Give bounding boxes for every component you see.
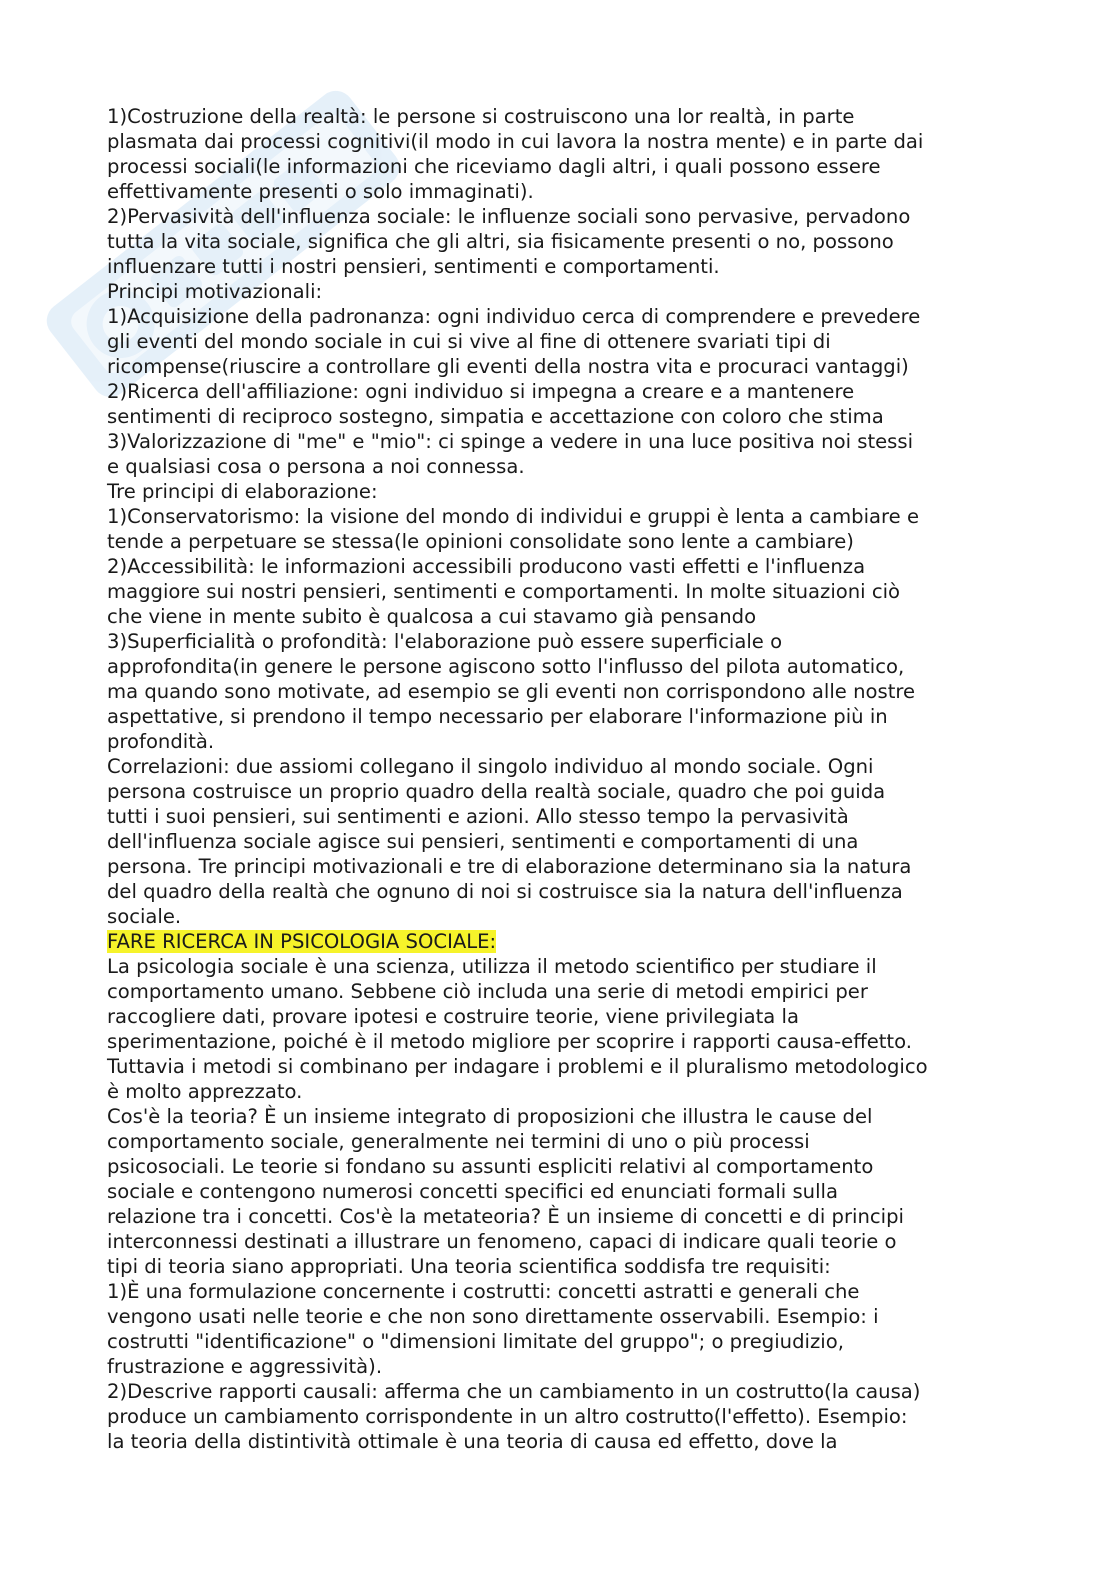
- paragraph-line: psicosociali. Le teorie si fondano su assunti espliciti relativi al comportamento: [107, 1155, 874, 1178]
- section-label-motivational: Principi motivazionali:: [107, 280, 323, 303]
- paragraph-line: 1)È una formulazione concernente i costrutti: concetti astratti e generali che: [107, 1280, 860, 1303]
- paragraph-line: frustrazione e aggressività).: [107, 1355, 383, 1378]
- paragraph-line: approfondita(in genere le persone agiscono sotto l'influsso del pilota automatico,: [107, 655, 905, 678]
- paragraph-line: raccogliere dati, provare ipotesi e costruire teorie, viene privilegiata la: [107, 1005, 799, 1028]
- paragraph-line: comportamento umano. Sebbene ciò includa una serie di metodi empirici per: [107, 980, 868, 1003]
- paragraph-line: gli eventi del mondo sociale in cui si vive al fine di ottenere svariati tipi di: [107, 330, 831, 353]
- paragraph-line: ricompense(riuscire a controllare gli eventi della nostra vita e procuraci vantaggi): [107, 355, 909, 378]
- section-heading: [107, 929, 1027, 954]
- paragraph-line: tende a perpetuare se stessa(le opinioni consolidate sono lente a cambiare): [107, 530, 854, 553]
- highlighted-heading: FARE RICERCA IN PSICOLOGIA SOCIALE:: [107, 930, 497, 953]
- paragraph-line: tipi di teoria siano appropriati. Una teoria scientifica soddisfa tre requisiti:: [107, 1255, 831, 1278]
- paragraph-line: 2)Accessibilità: le informazioni accessibili producono vasti effetti e l'influenza: [107, 555, 866, 578]
- paragraph-line: 2)Pervasività dell'influenza sociale: le influenze sociali sono pervasive, pervadono: [107, 205, 911, 228]
- paragraph-line: del quadro della realtà che ognuno di noi si costruisce sia la natura dell'influenza: [107, 880, 903, 903]
- paragraph-line: che viene in mente subito è qualcosa a cui stavamo già pensando: [107, 605, 757, 628]
- paragraph-line: tutti i suoi pensieri, sui sentimenti e azioni. Allo stesso tempo la pervasività: [107, 805, 849, 828]
- paragraph-line: costrutti "identificazione" o "dimensioni limitate del gruppo"; o pregiudizio,: [107, 1330, 844, 1353]
- paragraph-line: relazione tra i concetti. Cos'è la metateoria? È un insieme di concetti e di principi: [107, 1205, 904, 1228]
- section-label-elaboration: Tre principi di elaborazione:: [107, 480, 378, 503]
- paragraph-line: profondità.: [107, 730, 215, 753]
- paragraph-line: sociale e contengono numerosi concetti specifici ed enunciati formali sulla: [107, 1180, 838, 1203]
- paragraph-line: 1)Conservatorismo: la visione del mondo di individui e gruppi è lenta a cambiare e: [107, 505, 920, 528]
- paragraph-line: dell'influenza sociale agisce sui pensieri, sentimenti e comportamenti di una: [107, 830, 859, 853]
- paragraph-line: e qualsiasi cosa o persona a noi connessa.: [107, 455, 525, 478]
- paragraph-line: sentimenti di reciproco sostegno, simpatia e accettazione con coloro che stima: [107, 405, 884, 428]
- paragraph-line: persona. Tre principi motivazionali e tre di elaborazione determinano sia la natura: [107, 855, 912, 878]
- paragraph-line: persona costruisce un proprio quadro della realtà sociale, quadro che poi guida: [107, 780, 886, 803]
- paragraph-line: sociale.: [107, 905, 182, 928]
- paragraph-line: 1)Costruzione della realtà: le persone si costruiscono una lor realtà, in parte: [107, 105, 855, 128]
- paragraph-line: sperimentazione, poiché è il metodo migliore per scoprire i rapporti causa-effetto.: [107, 1030, 912, 1053]
- paragraph-line: maggiore sui nostri pensieri, sentimenti e comportamenti. In molte situazioni ciò: [107, 580, 901, 603]
- paragraph-line: tutta la vita sociale, significa che gli altri, sia fisicamente presenti o no, possono: [107, 230, 894, 253]
- paragraph-line: vengono usati nelle teorie e che non sono direttamente osservabili. Esempio: i: [107, 1305, 879, 1328]
- paragraph-line: produce un cambiamento corrispondente in un altro costrutto(l'effetto). Esempio:: [107, 1405, 908, 1428]
- paragraph-line: 2)Descrive rapporti causali: afferma che un cambiamento in un costrutto(la causa): [107, 1380, 921, 1403]
- paragraph-line: Cos'è la teoria? È un insieme integrato di proposizioni che illustra le cause del: [107, 1105, 873, 1128]
- document-body: [107, 104, 1027, 1454]
- paragraph-line: 2)Ricerca dell'affiliazione: ogni individuo si impegna a creare e a mantenere: [107, 380, 855, 403]
- paragraph-line: la teoria della distintività ottimale è una teoria di causa ed effetto, dove la: [107, 1430, 838, 1453]
- paragraph-line: interconnessi destinati a illustrare un fenomeno, capaci di indicare quali teorie o: [107, 1230, 897, 1253]
- paragraph-line: 1)Acquisizione della padronanza: ogni individuo cerca di comprendere e prevedere: [107, 305, 921, 328]
- paragraph-line: processi sociali(le informazioni che riceviamo dagli altri, i quali possono essere: [107, 155, 881, 178]
- paragraph-line: 3)Valorizzazione di "me" e "mio": ci spinge a vedere in una luce positiva noi stessi: [107, 430, 914, 453]
- paragraph-line: aspettative, si prendono il tempo necessario per elaborare l'informazione più in: [107, 705, 888, 728]
- paragraph-line: La psicologia sociale è una scienza, utilizza il metodo scientifico per studiare il: [107, 955, 877, 978]
- paragraph-line: 3)Superficialità o profondità: l'elaborazione può essere superficiale o: [107, 630, 783, 653]
- paragraph-line: ma quando sono motivate, ad esempio se gli eventi non corrispondono alle nostre: [107, 680, 916, 703]
- paragraph-line: Correlazioni: due assiomi collegano il singolo individuo al mondo sociale. Ogni: [107, 755, 874, 778]
- paragraph-line: effettivamente presenti o solo immaginati).: [107, 180, 534, 203]
- paragraph-line: influenzare tutti i nostri pensieri, sentimenti e comportamenti.: [107, 255, 720, 278]
- paragraph-line: plasmata dai processi cognitivi(il modo in cui lavora la nostra mente) e in parte dai: [107, 130, 924, 153]
- paragraph-line: comportamento sociale, generalmente nei termini di uno o più processi: [107, 1130, 810, 1153]
- paragraph-line: è molto apprezzato.: [107, 1080, 303, 1103]
- paragraph-line: Tuttavia i metodi si combinano per indagare i problemi e il pluralismo metodologico: [107, 1055, 928, 1078]
